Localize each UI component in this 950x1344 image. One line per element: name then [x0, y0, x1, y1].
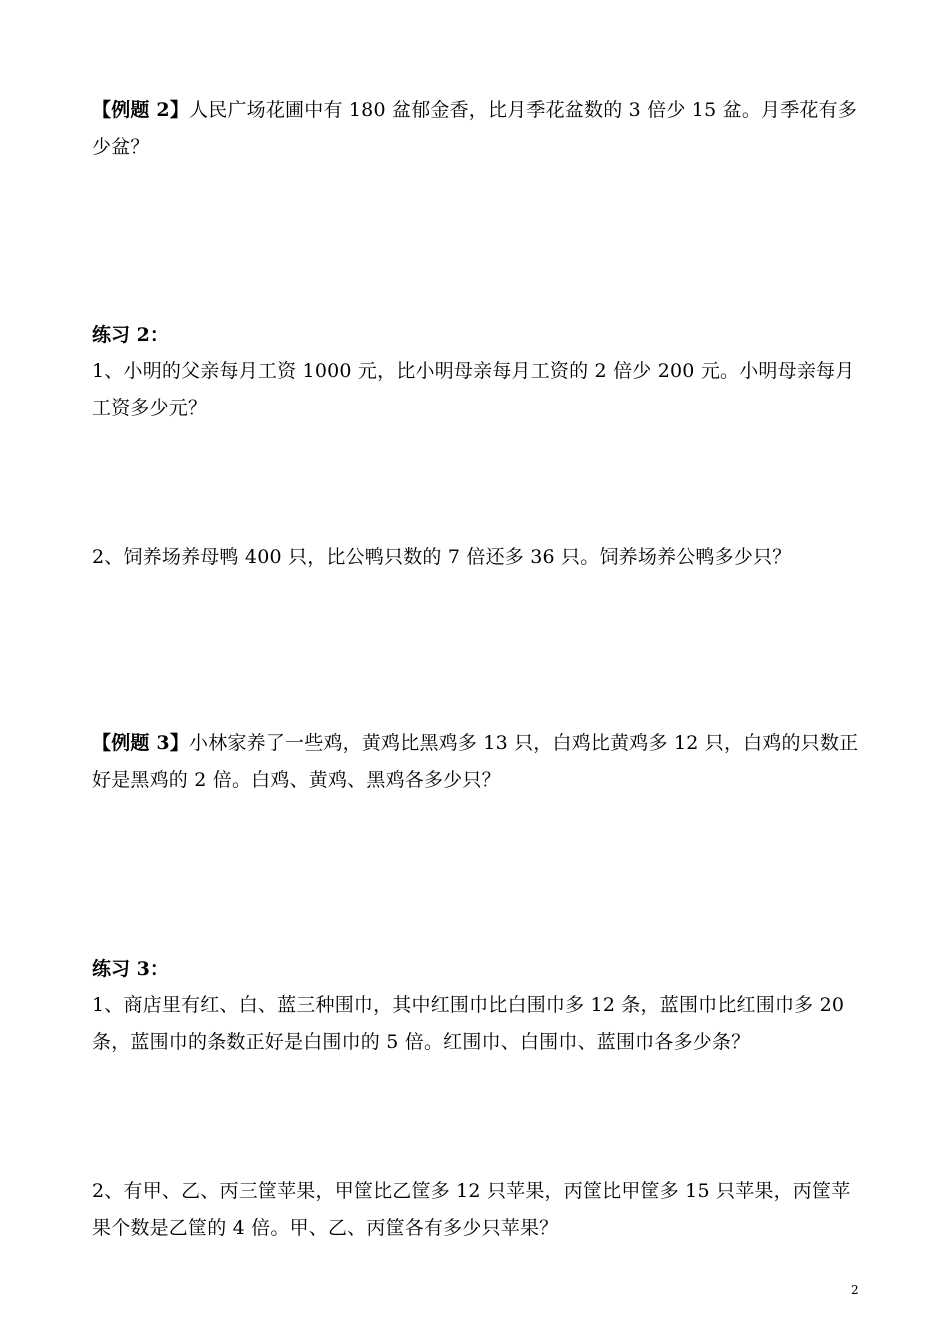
- practice-3-question-1: 1、商店里有红、白、蓝三种围巾，其中红围巾比白围巾多 12 条，蓝围巾比红围巾多 20 条，蓝围巾的条数正好是白围巾的 5 倍。红围巾、白围巾、蓝围巾各多少条？: [92, 994, 845, 1053]
- example-3: [92, 725, 862, 799]
- example-3-label: 【例题 3】: [92, 732, 190, 754]
- example-2-label: 【例题 2】: [92, 99, 190, 121]
- practice-2-question-2: 2、饲养场养母鸭 400 只，比公鸭只数的 7 倍还多 36 只。饲养场养公鸭多少只？: [92, 546, 792, 568]
- page-number: 2: [851, 1283, 859, 1297]
- practice-2-heading: 练习 2：: [92, 324, 169, 346]
- example-3-text: 小林家养了一些鸡，黄鸡比黑鸡多 13 只，白鸡比黄鸡多 12 只，白鸡的只数正好是黑鸡的 2 倍。白鸡、黄鸡、黑鸡各多少只？: [92, 732, 859, 791]
- example-2-text: 人民广场花圃中有 180 盆郁金香，比月季花盆数的 3 倍少 15 盆。月季花有多少盆？: [92, 99, 858, 158]
- practice-3-question-2: 2、有甲、乙、丙三筐苹果，甲筐比乙筐多 12 只苹果，丙筐比甲筐多 15 只苹果，丙筐苹果个数是乙筐的 4 倍。甲、乙、丙筐各有多少只苹果？: [92, 1180, 851, 1239]
- practice-2-question-1: 1、小明的父亲每月工资 1000 元，比小明母亲每月工资的 2 倍少 200 元。小明母亲每月工资多少元？: [92, 360, 855, 419]
- example-2: [92, 92, 862, 166]
- practice-3-heading: 练习 3：: [92, 958, 169, 980]
